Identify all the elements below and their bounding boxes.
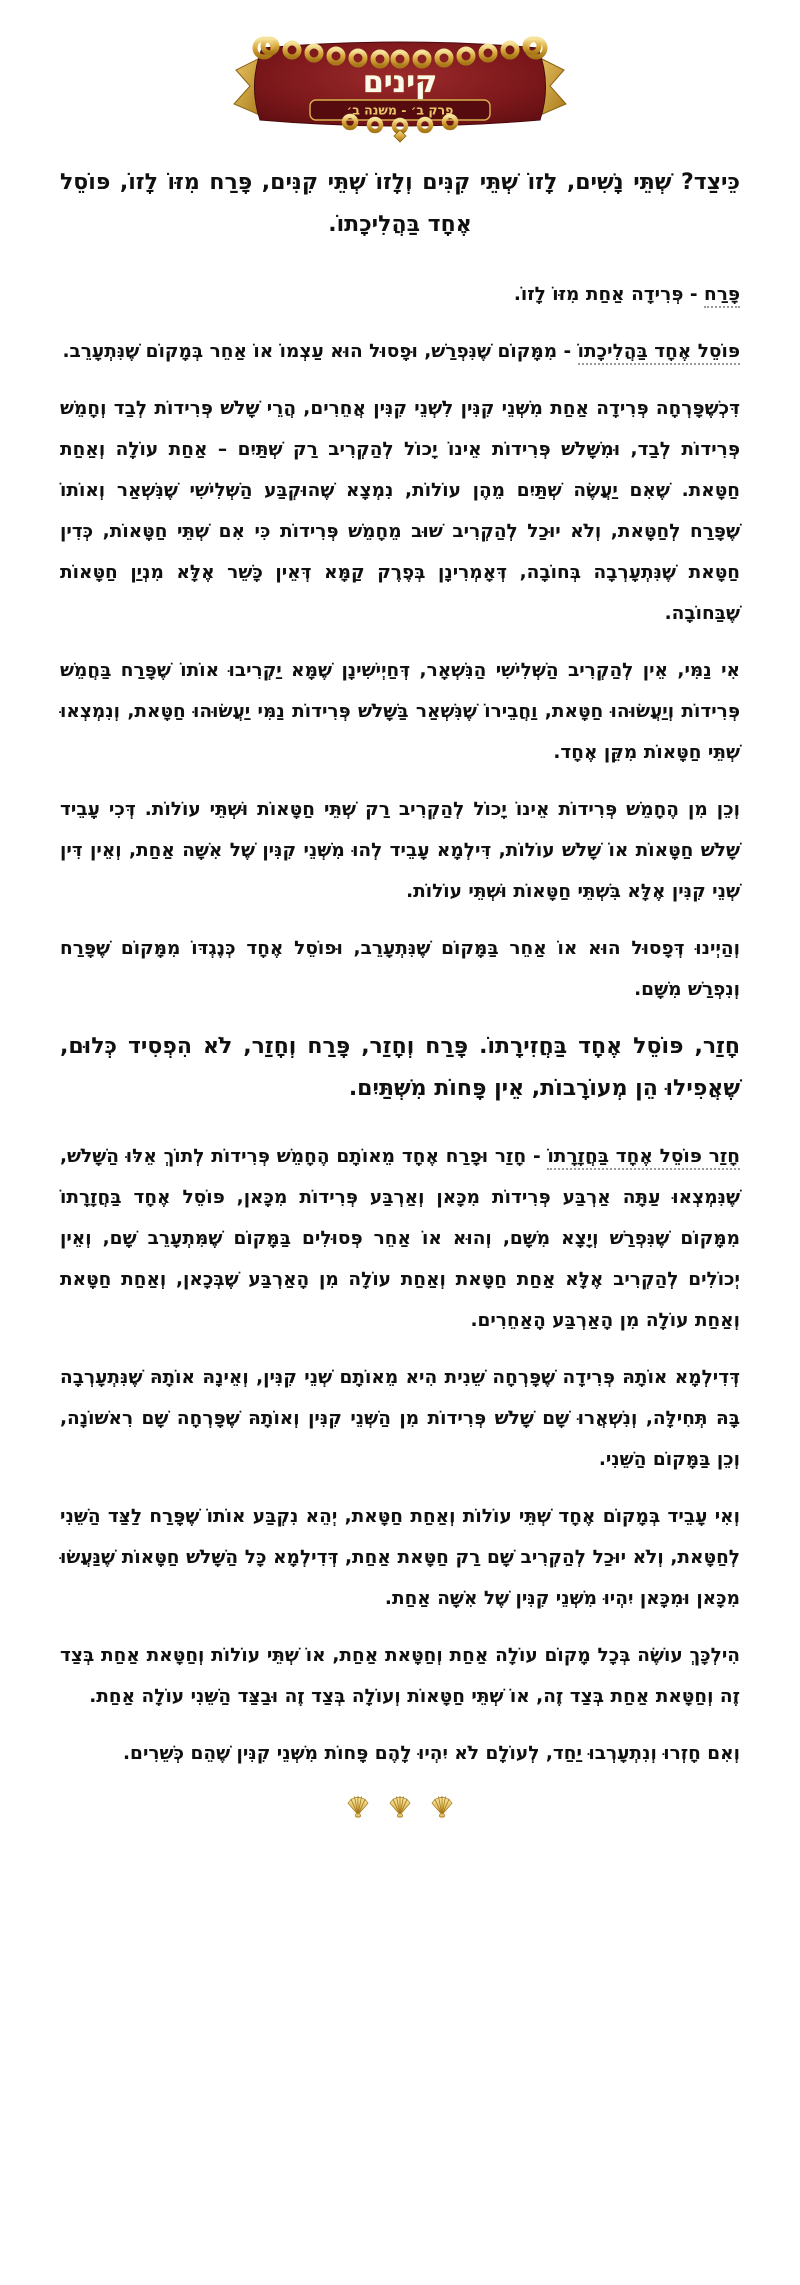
dibur-hamatchil: חָזַר פּוֹסֵל אֶחָד בַּחֲזָרָתוֹ (547, 1146, 740, 1170)
commentary-paragraph (60, 274, 740, 315)
tractate-title: קינים (362, 65, 438, 100)
dibur-hamatchil: פּוֹסֵל אֶחָד בַּהֲלִיכָתוֹ (578, 341, 740, 365)
commentary-paragraph: הִילְכָּךְ עוֹשֶׂה בְּכָל מָקוֹם עוֹלָה אַחַת וְחַטָּאת אַחַת, אוֹ שְׁתֵּי עוֹלוֹת וְחַטָּאת אַחַת בְּצַד זֶה וְחַטָּאת אַחַת בְּצַד זֶה, אוֹ שְׁתֵּי חַטָּאוֹת וְעוֹלָה בְּצַד זֶה וּבַצַּד הַשֵּׁנִי עוֹלָה אַחַת. (60, 1645, 740, 1707)
shell-icon (386, 1790, 414, 1820)
commentary-body: - חָזַר וּפָרַח אֶחָד מֵאוֹתָם הֶחָמֵשׁ פְּרִידוֹת לְתוֹךְ אֵלּוּ הַשָּׁלֹשׁ, שֶׁנִּמְצְאוּ עַתָּה אַרְבַּע פְּרִידוֹת מִכָּאן וְאַרְבַּע פְּרִידוֹת מִכָּאן, פּוֹסֵל אֶחָד בַּחֲזָרָתוֹ מִמָּקוֹם שֶׁנִּפְרַשׁ וְיָצָא מִשָּׁם, וְהוּא אוֹ אַחֵר פְּסוּלִים בַּמָּקוֹם שֶׁמִּתְעָרֵב שָׁם, וְאֵין יְכוֹלִים לְהַקְרִיב אֶלָּא אַחַת חַטָּאת וְאַחַת עוֹלָה מִן הָאַרְבַּע שֶׁבְּכָאן, וְאַחַת חַטָּאת וְאַחַת עוֹלָה מִן הָאַרְבַּע הָאַחֵרִים. (60, 1146, 740, 1331)
commentary-body: - פְּרִידָה אַחַת מִזּוֹ לָזוֹ. (513, 284, 704, 305)
title-banner (230, 26, 570, 144)
commentary-paragraph: דְּדִילְמָא אוֹתָהּ פְּרִידָה שֶׁפָּרְחָה שֵׁנִית הִיא מֵאוֹתָם שְׁנֵי קִנִּין, וְאֵינָהּ אוֹתָהּ שֶׁנִּתְעָרְבָה בָּהּ תְּחִילָּה, וְנִשְׁאֲרוּ שָׁם שָׁלֹשׁ פְּרִידוֹת מִן הַשְּׁנֵי קִנִּין וְאוֹתָהּ שֶׁפָּרְחָה שָׁם רִאשׁוֹנָה, וְכֵן בַּמָּקוֹם הַשֵּׁנִי. (60, 1367, 740, 1470)
commentary-paragraph (60, 1136, 740, 1341)
mishnah-text-2: חָזַר, פּוֹסֵל אֶחָד בַּחֲזִירָתוֹ. פָּרַח וְחָזַר, פָּרַח וְחָזַר, לֹא הִפְסִיד כְּלוּם, שֶׁאֲפִילוּ הֵן מְעוֹרָבוֹת, אֵין פָּחוֹת מִשְּׁתַּיִם. (60, 1034, 740, 1101)
dibur-hamatchil: פָּרַח (704, 284, 740, 308)
commentary-paragraph: וְאִי עָבֵיד בְּמָקוֹם אֶחָד שְׁתֵּי עוֹלוֹת וְאַחַת חַטָּאת, יְהֵא נִקְבַּע אוֹתוֹ שֶׁפָּרַח לַצַּד הַשֵּׁנִי לְחַטָּאת, וְלֹא יוּכַל לְהַקְרִיב שָׁם רַק חַטָּאת אַחַת, דְּדִילְמָא כָּל הַשָּׁלֹשׁ חַטָּאוֹת שֶׁנַּעֲשׂוּ מִכָּאן וּמִכָּאן יִהְיוּ מִשְּׁנֵי קִנִּין שֶׁל אִשָּׁה אַחַת. (60, 1506, 740, 1609)
commentary-paragraph (60, 331, 740, 372)
text-content (60, 162, 740, 1820)
shell-icon (344, 1790, 372, 1820)
commentary-section-1 (60, 274, 740, 1010)
commentary-paragraph: דִּכְשֶׁפָּרְחָה פְּרִידָה אַחַת מִשְּׁנֵי קִנִּין לִשְׁנֵי קִנִּין אֲחֵרִים, הֲרֵי שָׁלֹשׁ פְּרִידוֹת לְבַד וְחָמֵשׁ פְּרִידוֹת לְבַד, וּמִשָּׁלֹשׁ פְּרִידוֹת אֵינוֹ יָכוֹל לְהַקְרִיב רַק שְׁתַּיִם – אַחַת עוֹלָה וְאַחַת חַטָּאת. שֶׁאִם יַעֲשֶׂה שְׁתַּיִם מֵהֶן עוֹלוֹת, נִמְצָא שֶׁהוּקְבַּע הַשְּׁלִישִׁי שֶׁנִּשְׁאַר וְאוֹתוֹ שֶׁפָּרַח לְחַטָּאת, וְלֹא יוּכַל לְהַקְרִיב שׁוּב מֵחָמֵשׁ פְּרִידוֹת כִּי אִם שְׁתֵּי חַטָּאוֹת, כְּדִין חַטָּאת שֶׁנִּתְעָרְבָה בְּחוֹבָה, דְּאָמְרִינָן בְּפֶרֶק קַמָּא דְּאֵין כָּשֵׁר אֶלָּא מִנְיַן חַטָּאוֹת שֶׁבַּחוֹבָה. (60, 398, 740, 624)
commentary-paragraph: וְאִם חָזְרוּ וְנִתְעָרְבוּ יַחַד, לְעוֹלָם לֹא יִהְיוּ לָהֶם פָּחוֹת מִשְּׁנֵי קִנִּין שֶׁהֵם כְּשֵׁרִים. (123, 1743, 740, 1764)
commentary-body: - מִמָּקוֹם שֶׁנִּפְרַשׁ, וּפָסוּל הוּא עַצְמוֹ אוֹ אַחֵר בְּמָקוֹם שֶׁנִּתְעָרֵב. (62, 341, 578, 362)
chapter-mishnah-subtitle: פרק ב׳ - משנה ב׳ (346, 102, 454, 118)
commentary-section-2 (60, 1136, 740, 1774)
commentary-paragraph: וְכֵן מִן הֶחָמֵשׁ פְּרִידוֹת אֵינוֹ יָכוֹל לְהַקְרִיב רַק שְׁתֵּי חַטָּאוֹת וּשְׁתֵּי עוֹלוֹת. דְּכִי עָבֵיד שָׁלֹשׁ חַטָּאוֹת אוֹ שָׁלֹשׁ עוֹלוֹת, דִּילְמָא עָבֵיד לְהוּ מִשְּׁנֵי קִנִּין שֶׁל אִשָּׁה אַחַת, וְאֵין דִּין שְׁנֵי קִנִּין אֶלָּא בִּשְׁתֵּי חַטָּאוֹת וּשְׁתֵּי עוֹלוֹת. (60, 799, 740, 902)
commentary-paragraph: וְהַיְינוּ דְּפָסוּל הוּא אוֹ אַחֵר בַּמָּקוֹם שֶׁנִּתְעָרֵב, וּפוֹסֵל אֶחָד כְּנֶגְדּוֹ מִמָּקוֹם שֶׁפָּרַח וְנִפְרַשׁ מִשָּׁם. (60, 938, 740, 1000)
commentary-paragraph: אִי נַמִּי, אֵין לְהַקְרִיב הַשְּׁלִישִׁי הַנִּשְׁאָר, דְּחַיְישִׁינָן שֶׁמָּא יַקְרִיבוּ אוֹתוֹ שֶׁפָּרַח בַּחֲמֵשׁ פְּרִידוֹת וְיַעֲשׂוּהוּ חַטָּאת, וַחֲבֵירוֹ שֶׁנִּשְׁאַר בַּשָּׁלֹשׁ פְּרִידוֹת נַמִּי יַעֲשׂוּהוּ חַטָּאת, וְנִמְצְאוּ שְׁתֵּי חַטָּאוֹת מִקֵּן אֶחָד. (60, 660, 740, 763)
mishnah-text-1: כֵּיצַד? שְׁתֵּי נָשִׁים, לָזוֹ שְׁתֵּי קִנִּים וְלָזוֹ שְׁתֵּי קִנִּים, פָּרַח מִזּוֹ לָזוֹ, פּוֹסֵל אֶחָד בַּהֲלִיכָתוֹ. (60, 170, 740, 237)
shell-icon (428, 1790, 456, 1820)
footer-decoration (60, 1790, 740, 1820)
banner-graphic (230, 26, 570, 144)
